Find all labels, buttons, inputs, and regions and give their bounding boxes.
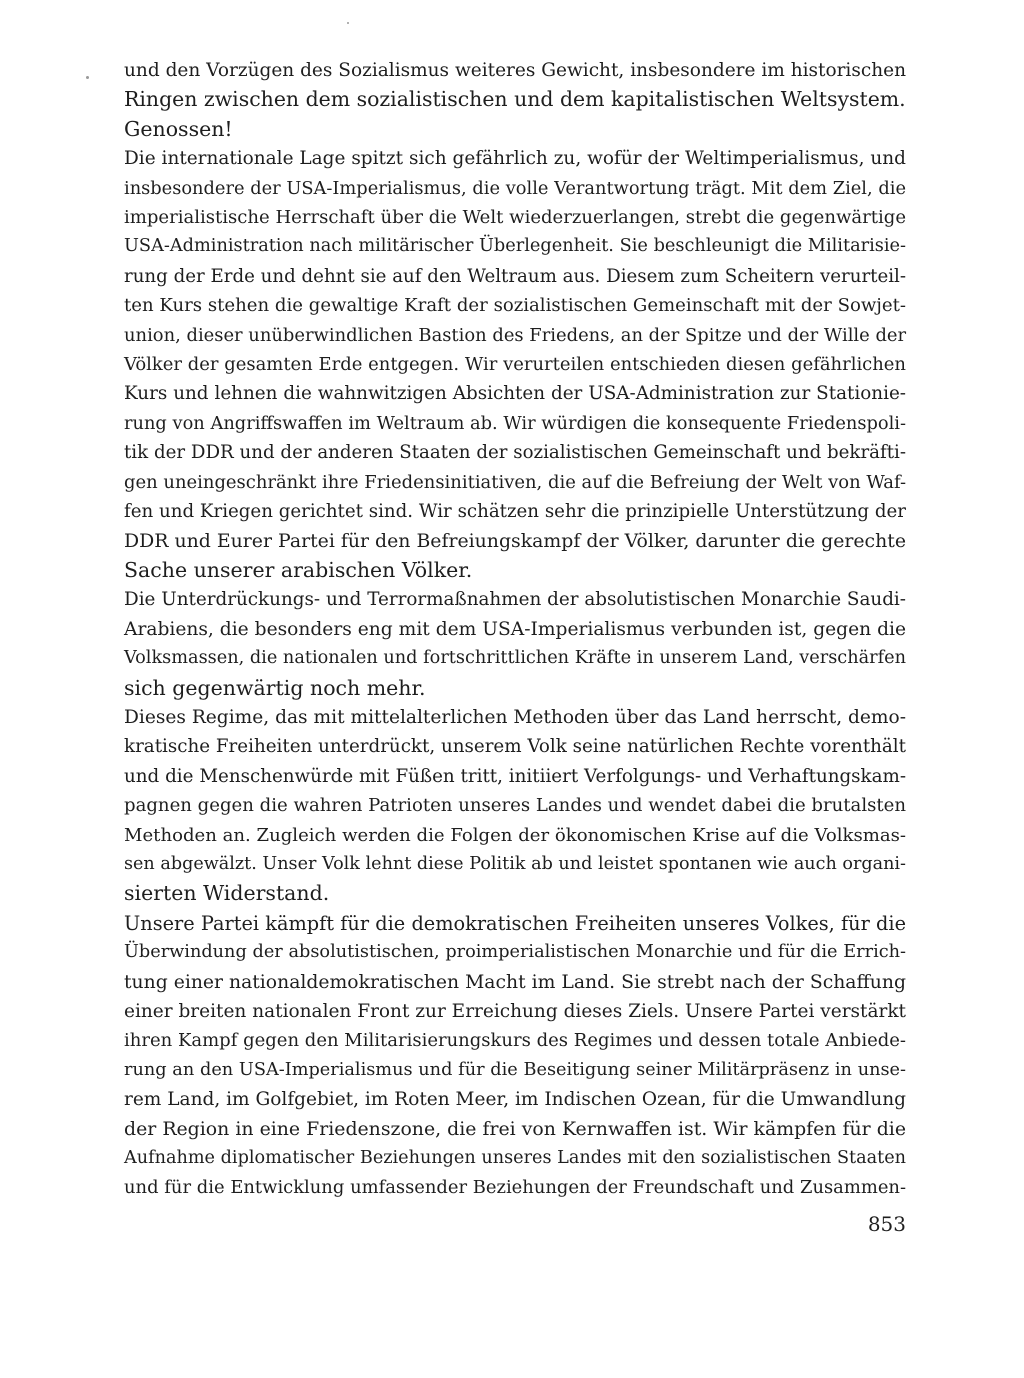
text-line: Volksmassen, die nationalen und fortschrittlichen Kräfte in unserem Land, verschärfen	[124, 648, 906, 669]
text-line: DDR und Eurer Partei für den Befreiungskampf der Völker, darunter die gerechte	[124, 529, 906, 552]
page-number: 853	[867, 1212, 906, 1236]
text-line: Völker der gesamten Erde entgegen. Wir verurteilen entschieden diesen gefährlichen	[124, 354, 906, 376]
text-line: Unsere Partei kämpft für die demokratischen Freiheiten unseres Volkes, für die	[124, 911, 906, 935]
scan-speck-top	[347, 22, 349, 24]
text-line: rung an den USA-Imperialismus und für die Beseitigung seiner Militärpräsenz in unse-	[124, 1059, 906, 1080]
text-line: Genossen!	[124, 116, 233, 141]
text-line: und die Menschenwürde mit Füßen tritt, initiiert Verfolgungs- und Verhaftungskam-	[124, 765, 906, 787]
text-line: rung der Erde und dehnt sie auf den Weltraum aus. Diesem zum Scheitern verurteil-	[124, 265, 906, 287]
text-line: einer breiten nationalen Front zur Erreichung dieses Ziels. Unsere Partei verstärkt	[124, 1001, 906, 1022]
text-line: rung von Angriffswaffen im Weltraum ab. Wir würdigen die konsequente Friedenspoli-	[124, 412, 906, 434]
text-line: Aufnahme diplomatischer Beziehungen unseres Landes mit den sozialistischen Staaten	[124, 1148, 906, 1169]
text-line: Dieses Regime, das mit mittelalterlichen Methoden über das Land herrscht, demo-	[124, 706, 906, 728]
text-line: Die internationale Lage spitzt sich gefährlich zu, wofür der Weltimperialismus, und	[124, 148, 906, 170]
text-line: USA-Administration nach militärischer Überlegenheit. Sie beschleunigt die Militarisie-	[124, 236, 906, 257]
text-line: union, dieser unüberwindlichen Bastion des Friedens, an der Spitze und der Wille der	[124, 324, 907, 346]
text-line: Ringen zwischen dem sozialistischen und dem kapitalistischen Weltsystem.	[124, 87, 906, 112]
text-line: der Region in eine Friedenszone, die frei von Kernwaffen ist. Wir kämpfen für die	[124, 1117, 906, 1140]
text-line: pagnen gegen die wahren Patrioten unseres Landes und wendet dabei die brutalsten	[124, 795, 906, 817]
text-line: sen abgewälzt. Unser Volk lehnt diese Politik ab und leistet spontanen wie auch organi-	[124, 853, 906, 874]
text-line: Kurs und lehnen die wahnwitzigen Absichten der USA-Administration zur Stationie-	[124, 383, 906, 405]
text-line: insbesondere der USA-Imperialismus, die volle Verantwortung trägt. Mit dem Ziel, die	[124, 177, 906, 199]
text-line: imperialistische Herrschaft über die Welt wiederzuerlangen, strebt die gegenwärtige	[124, 207, 906, 229]
text-line: Arabiens, die besonders eng mit dem USA-Imperialismus verbunden ist, gegen die	[124, 618, 906, 640]
text-line: gen uneingeschränkt ihre Friedensinitiativen, die auf die Befreiung der Welt von Waf-	[124, 471, 907, 493]
text-line: rem Land, im Golfgebiet, im Roten Meer, im Indischen Ozean, für die Umwandlung	[124, 1089, 906, 1111]
body-text	[124, 56, 906, 1203]
text-line: Methoden an. Zugleich werden die Folgen der ökonomischen Krise auf die Volksmas-	[124, 824, 906, 846]
scan-speck-margin	[86, 76, 89, 79]
text-line: tung einer nationaldemokratischen Macht im Land. Sie strebt nach der Schaffung	[124, 971, 906, 993]
text-line: tik der DDR und der anderen Staaten der sozialistischen Gemeinschaft und bekräfti-	[124, 442, 906, 464]
text-line: Die Unterdrückungs- und Terrormaßnahmen der absolutistischen Monarchie Saudi-	[124, 589, 906, 611]
text-line: sierten Widerstand.	[124, 881, 330, 906]
text-line: sich gegenwärtig noch mehr.	[124, 675, 426, 700]
text-line: und den Vorzügen des Sozialismus weiteres Gewicht, insbesondere im historischen	[124, 60, 906, 81]
text-line: kratische Freiheiten unterdrückt, unserem Volk seine natürlichen Rechte vorenthält	[124, 736, 906, 758]
text-line: ihren Kampf gegen den Militarisierungskurs des Regimes und dessen totale Anbiede-	[124, 1030, 906, 1052]
text-line: fen und Kriegen gerichtet sind. Wir schätzen sehr die prinzipielle Unterstützung der	[124, 501, 906, 523]
text-line: Überwindung der absolutistischen, proimperialistischen Monarchie und für die Errich-	[124, 942, 906, 963]
text-line: und für die Entwicklung umfassender Beziehungen der Freundschaft und Zusammen-	[124, 1177, 906, 1199]
text-line: Sache unserer arabischen Völker.	[124, 557, 473, 582]
text-line: ten Kurs stehen die gewaltige Kraft der sozialistischen Gemeinschaft mit der Sowjet-	[124, 295, 906, 317]
